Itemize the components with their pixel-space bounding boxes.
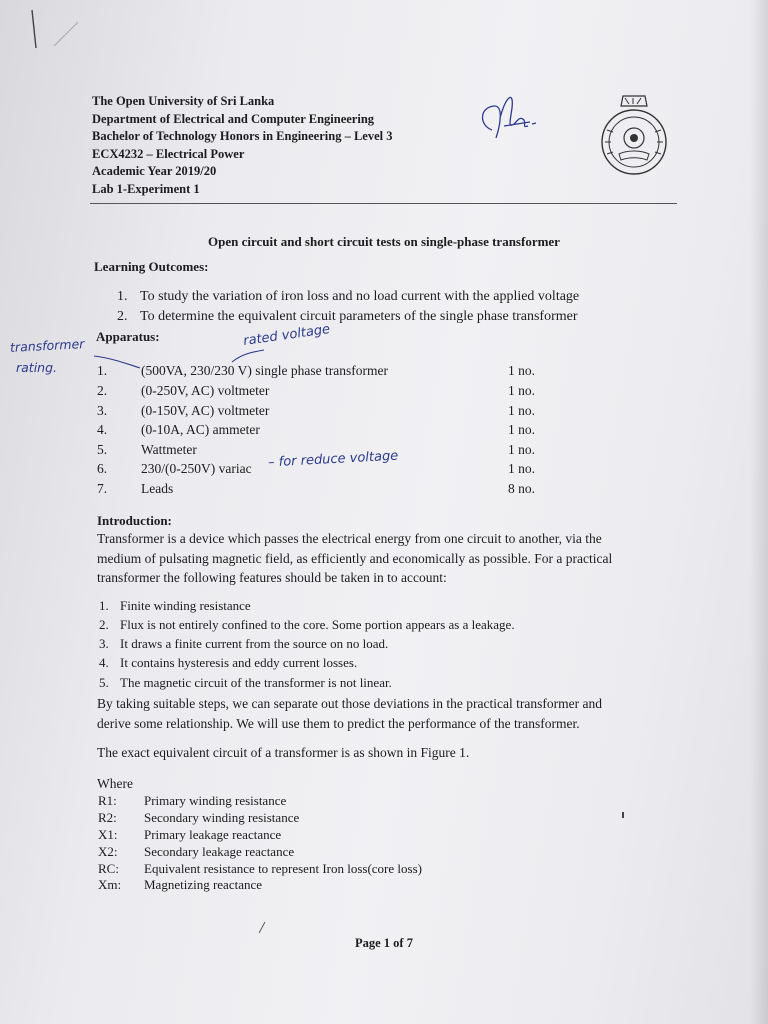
apparatus-qty: 8 no. xyxy=(508,481,535,496)
apparatus-num: 6. xyxy=(97,461,108,476)
intro-paragraph xyxy=(97,529,612,588)
apparatus-text: (500VA, 230/230 V) single phase transformer xyxy=(141,363,388,378)
intro-line: derive some relationship. We will use them to predict the performance of the transformer. xyxy=(97,715,580,731)
feature-text: It contains hysteresis and eddy current losses. xyxy=(120,655,358,670)
header-block xyxy=(92,93,392,198)
handwritten-note-reduce-voltage: – for reduce voltage xyxy=(267,448,399,471)
apparatus-num: 3. xyxy=(97,403,108,418)
apparatus-qty: 1 no. xyxy=(508,461,535,476)
pen-mark xyxy=(256,920,268,936)
staple-mark xyxy=(26,6,86,56)
intro-line: By taking suitable steps, we can separate out those deviations in the practical transformer and xyxy=(97,696,602,711)
intro-line: medium of pulsating magnetic field, as efficiently and economically as possible. For a practical xyxy=(97,550,613,566)
definition-row xyxy=(0,877,768,894)
figure-reference: The exact equivalent circuit of a transformer is as shown in Figure 1. xyxy=(97,745,470,760)
handwritten-note-rating: rating. xyxy=(16,360,58,375)
definition-text: Secondary leakage reactance xyxy=(144,844,295,859)
university-logo-icon xyxy=(599,92,669,184)
apparatus-qty: 1 no. xyxy=(508,383,535,398)
apparatus-num: 5. xyxy=(97,442,108,457)
where-label: Where xyxy=(97,776,133,791)
definition-row xyxy=(0,793,768,810)
learning-outcomes-heading: Learning Outcomes: xyxy=(94,259,209,274)
apparatus-heading: Apparatus: xyxy=(96,329,160,344)
definition-text: Primary leakage reactance xyxy=(144,827,282,842)
definition-row xyxy=(0,844,768,861)
definition-symbol: R2: xyxy=(98,810,117,825)
feature-num: 2. xyxy=(99,617,109,632)
apparatus-qty: 1 no. xyxy=(508,422,535,437)
outcome-text: To determine the equivalent circuit parameters of the single phase transformer xyxy=(140,309,578,324)
feature-num: 5. xyxy=(99,675,109,690)
academic-year: Academic Year 2019/20 xyxy=(92,164,217,178)
feature-text: It draws a finite current from the source on no load. xyxy=(120,636,389,651)
introduction-heading: Introduction: xyxy=(97,513,172,528)
handwritten-note-transformer: transformer xyxy=(9,336,85,355)
definition-row xyxy=(0,810,768,827)
outcome-text: To study the variation of iron loss and no load current with the applied voltage xyxy=(140,289,580,304)
apparatus-text: (0-150V, AC) voltmeter xyxy=(141,403,270,418)
definition-symbol: Xm: xyxy=(98,877,122,892)
intro-paragraph-2 xyxy=(97,694,602,733)
handwritten-signature xyxy=(470,86,550,156)
apparatus-qty: 1 no. xyxy=(508,442,535,457)
definition-symbol: RC: xyxy=(98,861,119,876)
feature-num: 1. xyxy=(99,598,109,613)
feature-text: Finite winding resistance xyxy=(120,598,251,613)
page-number: Page 1 of 7 xyxy=(355,936,413,950)
intro-line: transformer the following features should be taken in to account: xyxy=(97,570,447,585)
apparatus-qty: 1 no. xyxy=(508,403,535,418)
header-rule xyxy=(90,203,677,204)
definition-text: Magnetizing reactance xyxy=(144,877,263,892)
lab-experiment: Lab 1-Experiment 1 xyxy=(92,181,200,196)
definition-symbol: R1: xyxy=(98,793,117,808)
outcome-num: 1. xyxy=(117,289,128,304)
definition-symbol: X2: xyxy=(98,844,118,859)
apparatus-text: Leads xyxy=(141,481,174,496)
apparatus-num: 7. xyxy=(97,481,108,496)
degree-program: Bachelor of Technology Honors in Engineering – Level 3 xyxy=(92,129,393,143)
feature-text: Flux is not entirely confined to the core. Some portion appears as a leakage. xyxy=(120,617,515,632)
apparatus-text: Wattmeter xyxy=(141,442,197,457)
definition-row xyxy=(0,861,768,878)
apparatus-num: 4. xyxy=(97,422,108,437)
apparatus-text: 230/(0-250V) variac xyxy=(141,461,252,476)
apparatus-row xyxy=(0,422,768,441)
apparatus-row xyxy=(0,383,768,402)
document-title: Open circuit and short circuit tests on single-phase transformer xyxy=(208,234,560,249)
feature-text: The magnetic circuit of the transformer is not linear. xyxy=(120,675,392,690)
apparatus-row xyxy=(0,403,768,422)
definition-row xyxy=(0,827,768,844)
definition-symbol: X1: xyxy=(98,827,118,842)
course-code: ECX4232 – Electrical Power xyxy=(92,146,245,161)
intro-line: Transformer is a device which passes the electrical energy from one circuit to another, via the xyxy=(97,531,602,546)
definition-text: Equivalent resistance to represent Iron loss(core loss) xyxy=(144,861,422,876)
apparatus-text: (0-250V, AC) voltmeter xyxy=(141,383,270,398)
department-name: Department of Electrical and Computer Engineering xyxy=(92,111,375,126)
apparatus-text: (0-10A, AC) ammeter xyxy=(141,422,260,437)
definition-text: Primary winding resistance xyxy=(144,793,287,808)
apparatus-num: 2. xyxy=(97,383,108,398)
apparatus-row xyxy=(0,363,768,382)
definition-text: Secondary winding resistance xyxy=(144,810,300,825)
university-name: The Open University of Sri Lanka xyxy=(92,94,275,108)
handwritten-note-rated-voltage: rated voltage xyxy=(242,321,331,350)
pen-dot xyxy=(622,812,624,818)
feature-num: 4. xyxy=(99,655,109,670)
outcome-num: 2. xyxy=(117,309,128,324)
apparatus-num: 1. xyxy=(97,363,108,378)
feature-num: 3. xyxy=(99,636,109,651)
apparatus-row xyxy=(0,481,768,500)
apparatus-qty: 1 no. xyxy=(508,363,535,378)
